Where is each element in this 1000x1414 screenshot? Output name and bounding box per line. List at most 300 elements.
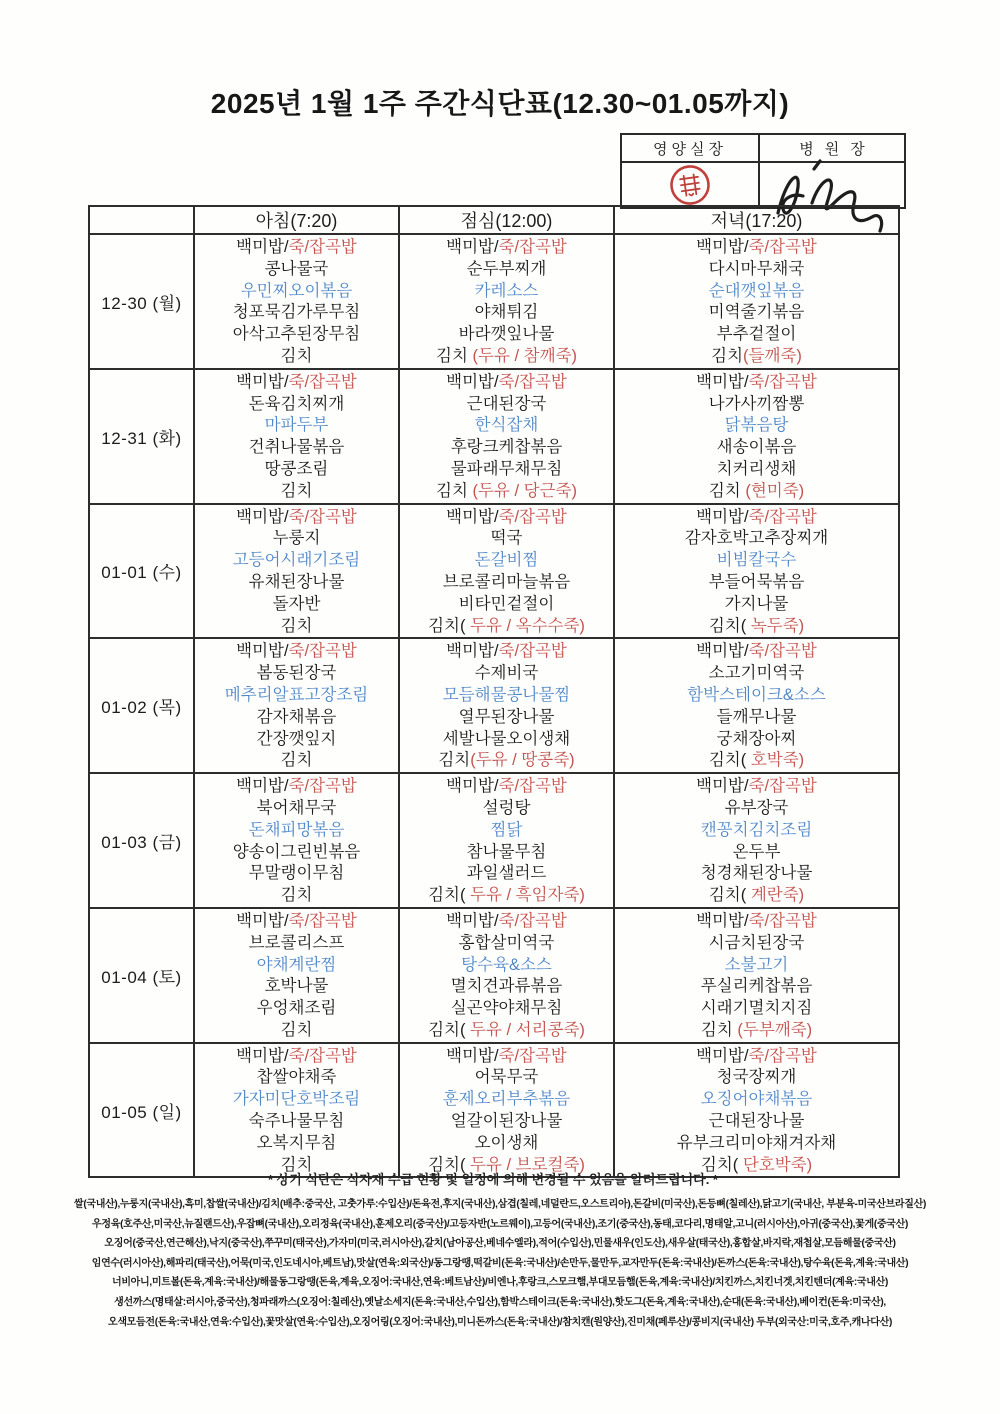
menu-item: 마파두부 xyxy=(264,416,329,435)
menu-item: 오복지무침 xyxy=(256,1133,337,1152)
menu-item: 감자채볶음 xyxy=(256,707,337,726)
meal-cell xyxy=(194,369,399,504)
menu-item: (두유 / 땅콩죽) xyxy=(470,751,575,770)
menu-line xyxy=(400,885,613,907)
menu-item: 백미밥/ xyxy=(696,507,749,526)
menu-line xyxy=(615,998,898,1020)
menu-item: 죽/잡곡밥 xyxy=(288,372,357,391)
menu-line xyxy=(615,820,898,842)
menu-item: 브로콜리스프 xyxy=(248,933,345,952)
menu-line xyxy=(195,372,398,394)
menu-item: 김치( xyxy=(708,751,747,770)
menu-item: 우엉채조림 xyxy=(256,999,337,1018)
menu-line xyxy=(400,259,613,281)
menu-item: 후랑크케찹볶음 xyxy=(450,438,563,457)
menu-item: 푸실리케찹볶음 xyxy=(700,977,813,996)
origin-line: 임연수(러시아산),해파리(태국산),어묵(미국,인도네시아,베트남),맛살(연육:외국산)/동그랑땡,떡갈비(돈육:국내산)/손만두,물만두,교자만두(돈육:국내산)/돈까스(돈육:국내산),탕수육(돈육,계육:국내산) xyxy=(91,1257,909,1269)
menu-line xyxy=(195,842,398,864)
menu-item: 백미밥/ xyxy=(236,372,289,391)
menu-item: 시래기멸치지짐 xyxy=(700,999,813,1018)
menu-item: 죽/잡곡밥 xyxy=(748,777,817,796)
menu-line xyxy=(195,641,398,663)
menu-line xyxy=(400,237,613,259)
day-label: 01-01 (수) xyxy=(89,504,194,639)
menu-line xyxy=(400,820,613,842)
menu-line xyxy=(615,911,898,933)
menu-item: 브로콜리마늘볶음 xyxy=(442,572,571,591)
menu-item: 야채튀김 xyxy=(474,303,539,322)
menu-item: 김치( xyxy=(428,1155,466,1174)
menu-item: 얼갈이된장나물 xyxy=(450,1112,563,1131)
menu-line xyxy=(400,729,613,751)
menu-item: 두유 / 옥수수죽) xyxy=(465,616,585,635)
menu-line xyxy=(195,572,398,594)
menu-line xyxy=(195,237,398,259)
menu-line xyxy=(195,976,398,998)
meal-cell xyxy=(399,369,614,504)
menu-line xyxy=(615,1046,898,1068)
menu-item: 수제비국 xyxy=(474,664,539,683)
menu-item: 백미밥/ xyxy=(696,911,749,930)
menu-line xyxy=(615,507,898,529)
menu-line xyxy=(400,1111,613,1133)
meal-cell xyxy=(399,773,614,908)
menu-item: 백미밥/ xyxy=(446,238,499,256)
meal-cell xyxy=(399,908,614,1043)
menu-line xyxy=(195,750,398,772)
menu-line xyxy=(615,885,898,907)
menu-line xyxy=(195,707,398,729)
menu-item: 다시마무채국 xyxy=(708,259,805,278)
approval-box xyxy=(620,133,906,209)
menu-item: 김치 xyxy=(280,481,313,500)
table-header-row xyxy=(89,206,899,234)
menu-line xyxy=(195,776,398,798)
meal-cell xyxy=(194,773,399,908)
menu-item: 오징어야채볶음 xyxy=(700,1090,813,1109)
day-label: 12-30 (월) xyxy=(89,234,194,369)
menu-line xyxy=(400,281,613,303)
approval-header-nutrition-chief: 영양실장 xyxy=(622,135,760,163)
menu-item: 유부장국 xyxy=(724,798,789,817)
menu-item: 백미밥/ xyxy=(696,642,749,661)
menu-item: 김치 xyxy=(280,1155,313,1174)
meal-cell xyxy=(399,234,614,369)
menu-line xyxy=(400,507,613,529)
day-header xyxy=(89,206,194,234)
meal-cell xyxy=(399,504,614,639)
menu-item: 백미밥/ xyxy=(696,238,749,256)
menu-item: 죽/잡곡밥 xyxy=(498,777,567,796)
menu-line xyxy=(615,372,898,394)
menu-line xyxy=(400,976,613,998)
menu-item: 김치 xyxy=(436,481,473,500)
menu-item: 김치 xyxy=(280,346,313,365)
table-row xyxy=(89,369,899,504)
menu-line xyxy=(615,437,898,459)
menu-item: 숙주나물무침 xyxy=(248,1112,345,1131)
menu-item: 죽/잡곡밥 xyxy=(288,507,357,526)
menu-line xyxy=(400,685,613,707)
origins-block xyxy=(24,1195,976,1332)
menu-item: 물파래무채무침 xyxy=(450,459,563,478)
menu-item: 죽/잡곡밥 xyxy=(288,1046,357,1065)
menu-item: 김치( xyxy=(700,1155,739,1174)
menu-line xyxy=(195,481,398,503)
menu-line xyxy=(400,572,613,594)
menu-item: (두유 / 참깨죽) xyxy=(472,346,577,365)
menu-item: 나가사끼짬뽕 xyxy=(708,394,805,413)
menu-line xyxy=(615,302,898,324)
menu-line xyxy=(195,1067,398,1089)
menu-item: 간장깻잎지 xyxy=(256,729,337,748)
menu-item: 가지나물 xyxy=(724,594,789,613)
menu-line xyxy=(615,863,898,885)
menu-item: 백미밥/ xyxy=(236,777,289,796)
menu-item: 백미밥/ xyxy=(446,642,499,661)
header-breakfast: 아침(7:20) xyxy=(194,206,399,234)
meal-cell xyxy=(399,638,614,773)
menu-item: 들깨무나물 xyxy=(716,707,797,726)
menu-item: 김치 xyxy=(436,346,473,365)
menu-item: 죽/잡곡밥 xyxy=(748,642,817,661)
menu-item: 돈채피망볶음 xyxy=(248,820,345,839)
menu-item: 과일샐러드 xyxy=(466,864,547,883)
day-label: 01-03 (금) xyxy=(89,773,194,908)
menu-line xyxy=(615,346,898,368)
menu-item: 참나물무침 xyxy=(466,842,547,861)
menu-item: 떡국 xyxy=(490,529,523,548)
menu-item: 바라깻잎나물 xyxy=(458,325,555,344)
menu-line xyxy=(195,729,398,751)
menu-line xyxy=(400,955,613,977)
menu-line xyxy=(400,550,613,572)
menu-line xyxy=(615,1067,898,1089)
menu-item: 죽/잡곡밥 xyxy=(498,642,567,661)
menu-line xyxy=(400,594,613,616)
menu-line xyxy=(195,259,398,281)
menu-line xyxy=(615,685,898,707)
menu-item: 녹두죽) xyxy=(746,616,805,635)
menu-line xyxy=(195,820,398,842)
menu-line xyxy=(195,594,398,616)
menu-item: 백미밥/ xyxy=(446,911,499,930)
menu-item: 돈갈비찜 xyxy=(474,551,539,570)
menu-line xyxy=(400,1133,613,1155)
menu-item: 백미밥/ xyxy=(696,777,749,796)
page-title: 2025년 1월 1주 주간식단표(12.30~01.05까지) xyxy=(210,88,790,119)
meal-cell xyxy=(614,773,899,908)
menu-line xyxy=(615,550,898,572)
menu-item: 김치 xyxy=(438,751,471,770)
menu-item: 청포묵김가루무침 xyxy=(232,303,361,322)
menu-line xyxy=(615,707,898,729)
menu-line xyxy=(615,729,898,751)
menu-line xyxy=(195,1046,398,1068)
menu-line xyxy=(615,394,898,416)
menu-line xyxy=(615,459,898,481)
menu-line xyxy=(195,1111,398,1133)
menu-item: 백미밥/ xyxy=(696,372,749,391)
menu-item: 우민찌오이볶음 xyxy=(240,281,353,300)
menu-item: 청국장찌개 xyxy=(716,1068,797,1087)
meal-cell xyxy=(194,234,399,369)
menu-line xyxy=(400,1067,613,1089)
menu-item: 비빔칼국수 xyxy=(716,551,797,570)
menu-line xyxy=(400,842,613,864)
menu-item: 김치( xyxy=(708,886,747,905)
menu-line xyxy=(400,863,613,885)
seal-stamp-icon xyxy=(665,160,715,210)
meal-cell xyxy=(614,908,899,1043)
menu-line xyxy=(195,281,398,303)
menu-item: 감자호박고추장찌개 xyxy=(684,529,829,548)
menu-item: 궁채장아찌 xyxy=(716,729,797,748)
menu-item: 죽/잡곡밥 xyxy=(498,911,567,930)
menu-line xyxy=(195,415,398,437)
menu-line xyxy=(615,776,898,798)
meal-cell xyxy=(194,504,399,639)
menu-item: 호박나물 xyxy=(264,977,329,996)
approval-header-hospital-director: 병원장 xyxy=(760,135,904,163)
menu-line xyxy=(400,346,613,368)
menu-line xyxy=(400,776,613,798)
menu-line xyxy=(400,394,613,416)
menu-item: 근대된장국 xyxy=(466,394,547,413)
table-row xyxy=(89,773,899,908)
menu-item: 부추겉절이 xyxy=(716,325,797,344)
menu-item: 백미밥/ xyxy=(236,1046,289,1065)
menu-item: 죽/잡곡밥 xyxy=(748,1046,817,1065)
menu-item: 설렁탕 xyxy=(482,798,531,817)
menu-item: 돌자반 xyxy=(272,594,321,613)
menu-item: 김치( xyxy=(428,886,466,905)
menu-line xyxy=(615,798,898,820)
origin-line: 생선까스(명태살:러시아,중국산),청파래까스(오징어:칠레산),옛날소세지(돈육:국내산,수입산),함박스테이크(돈육:국내산),핫도그(돈육,계육:국내산),순대(돈육:국내산),베이컨(돈육:미국산), xyxy=(114,1296,886,1308)
menu-item: 가자미단호박조림 xyxy=(232,1090,361,1109)
menu-item: 죽/잡곡밥 xyxy=(748,238,817,256)
menu-item: 김치 xyxy=(280,616,313,635)
table-row xyxy=(89,1043,899,1178)
menu-item: 죽/잡곡밥 xyxy=(498,1046,567,1065)
menu-item: 백미밥/ xyxy=(236,507,289,526)
menu-item: 메추리알표고장조림 xyxy=(224,685,369,704)
menu-item: 김치 xyxy=(708,481,746,500)
menu-item: 순두부찌개 xyxy=(466,259,547,278)
menu-item: 김치( xyxy=(708,616,747,635)
menu-item: 백미밥/ xyxy=(236,911,289,930)
menu-item: (두유 / 당근죽) xyxy=(472,481,577,500)
menu-line xyxy=(615,976,898,998)
menu-item: 찜닭 xyxy=(490,820,523,839)
menu-line xyxy=(615,415,898,437)
menu-item: 어묵무국 xyxy=(474,1068,539,1087)
menu-item: 건취나물볶음 xyxy=(248,438,345,457)
menu-line xyxy=(400,663,613,685)
menu-line xyxy=(615,616,898,638)
footnote: * 상기 식단은 식자재 수급 현황 및 일정에 의해 변경될 수 있음을 알려드립니다. * xyxy=(268,1172,718,1187)
menu-line xyxy=(195,1089,398,1111)
approval-cell-stamp xyxy=(622,163,760,207)
menu-line xyxy=(195,507,398,529)
menu-item: 죽/잡곡밥 xyxy=(288,911,357,930)
menu-item: 백미밥/ xyxy=(446,372,499,391)
menu-item: (두부깨죽) xyxy=(737,1020,813,1039)
day-label: 01-05 (일) xyxy=(89,1043,194,1178)
menu-line xyxy=(400,324,613,346)
menu-item: 온두부 xyxy=(732,842,781,861)
menu-line xyxy=(195,863,398,885)
menu-line xyxy=(400,1020,613,1042)
menu-line xyxy=(400,641,613,663)
menu-line xyxy=(195,911,398,933)
meal-cell xyxy=(614,369,899,504)
menu-item: 백미밥/ xyxy=(446,1046,499,1065)
menu-line xyxy=(195,528,398,550)
menu-item: 두유 / 브로컬죽) xyxy=(465,1155,585,1174)
menu-item: 두유 / 서리콩죽) xyxy=(465,1020,585,1039)
menu-item: 순대깻잎볶음 xyxy=(708,281,805,300)
menu-item: 비타민겉절이 xyxy=(458,594,555,613)
menu-item: 죽/잡곡밥 xyxy=(748,911,817,930)
menu-line xyxy=(615,237,898,259)
menu-item: 열무된장나물 xyxy=(458,707,555,726)
menu-item: 새송이볶음 xyxy=(716,438,797,457)
origin-line: 쌀(국내산),누룽지(국내산),흑미,찹쌀(국내산)/김치(배추:중국산, 고춧가루:수입산)/돈육전,후지(국내산),삼겹(칠레,네덜란드,오스트리아),돈갈비(미국산),돈등뼈(칠레산),닭고기(국내산, 부분육-미국산브라질산) xyxy=(73,1199,927,1210)
menu-line xyxy=(615,750,898,772)
menu-line xyxy=(615,259,898,281)
menu-item: 죽/잡곡밥 xyxy=(748,372,817,391)
menu-item: 함박스테이크&소스 xyxy=(687,685,826,704)
meal-cell xyxy=(194,1043,399,1178)
menu-item: (들깨죽) xyxy=(743,346,802,365)
menu-item: 닭볶음탕 xyxy=(724,416,789,435)
menu-item: 청경채된장나물 xyxy=(700,864,813,883)
menu-item: 홍합살미역국 xyxy=(458,933,555,952)
menu-line xyxy=(195,955,398,977)
menu-line xyxy=(195,685,398,707)
meal-cell xyxy=(614,1043,899,1178)
day-label: 01-04 (토) xyxy=(89,908,194,1043)
menu-item: (현미죽) xyxy=(745,481,805,500)
menu-item: 북어채무국 xyxy=(256,798,337,817)
meal-cell xyxy=(399,1043,614,1178)
menu-line xyxy=(615,528,898,550)
menu-item: 봄동된장국 xyxy=(256,664,337,683)
menu-table-body xyxy=(89,234,899,1177)
menu-line xyxy=(400,415,613,437)
menu-line xyxy=(195,616,398,638)
meal-cell xyxy=(614,638,899,773)
table-row xyxy=(89,504,899,639)
menu-line xyxy=(400,798,613,820)
menu-line xyxy=(400,459,613,481)
menu-item: 백미밥/ xyxy=(696,1046,749,1065)
menu-item: 백미밥/ xyxy=(446,777,499,796)
menu-item: 아삭고추된장무침 xyxy=(232,325,361,344)
menu-item: 백미밥/ xyxy=(236,238,289,256)
menu-item: 소불고기 xyxy=(724,955,789,974)
menu-item: 두유 / 흑임자죽) xyxy=(465,886,585,905)
menu-line xyxy=(615,955,898,977)
day-label: 01-02 (목) xyxy=(89,638,194,773)
menu-line xyxy=(400,528,613,550)
menu-line xyxy=(195,302,398,324)
meal-cell xyxy=(194,638,399,773)
menu-item: 김치( xyxy=(428,616,466,635)
menu-item: 부들어묵볶음 xyxy=(708,572,805,591)
menu-line xyxy=(615,594,898,616)
menu-item: 캔꽁치김치조림 xyxy=(700,820,813,839)
menu-item: 멸치견과류볶음 xyxy=(450,977,563,996)
menu-line xyxy=(615,572,898,594)
meal-cell xyxy=(614,504,899,639)
menu-item: 죽/잡곡밥 xyxy=(498,507,567,526)
menu-item: 모듬해물콩나물찜 xyxy=(442,685,571,704)
menu-line xyxy=(400,998,613,1020)
menu-line xyxy=(195,663,398,685)
header-lunch: 점심(12:00) xyxy=(399,206,614,234)
menu-item: 시금치된장국 xyxy=(708,933,805,952)
menu-line xyxy=(615,281,898,303)
menu-line xyxy=(615,1089,898,1111)
menu-line xyxy=(195,998,398,1020)
menu-line xyxy=(400,302,613,324)
menu-item: 야채계란찜 xyxy=(256,955,337,974)
menu-item: 죽/잡곡밥 xyxy=(748,507,817,526)
menu-line xyxy=(615,641,898,663)
menu-item: 소고기미역국 xyxy=(708,664,805,683)
menu-item: 카레소스 xyxy=(474,281,539,300)
menu-item: 죽/잡곡밥 xyxy=(498,372,567,391)
menu-item: 죽/잡곡밥 xyxy=(498,238,567,256)
menu-item: 김치 xyxy=(280,751,313,770)
menu-line xyxy=(615,1020,898,1042)
menu-item: 돈육김치찌개 xyxy=(248,394,345,413)
table-row xyxy=(89,234,899,369)
menu-item: 찹쌀야채죽 xyxy=(256,1068,337,1087)
menu-line xyxy=(195,437,398,459)
menu-line xyxy=(400,750,613,772)
menu-line xyxy=(400,707,613,729)
menu-table xyxy=(88,205,900,1178)
menu-line xyxy=(400,481,613,503)
menu-item: 죽/잡곡밥 xyxy=(288,777,357,796)
menu-item: 유채된장나물 xyxy=(248,572,345,591)
menu-line xyxy=(400,933,613,955)
menu-line xyxy=(195,459,398,481)
menu-item: 유부크리미야채겨자채 xyxy=(676,1133,837,1152)
menu-line xyxy=(400,1046,613,1068)
menu-line xyxy=(195,933,398,955)
menu-line xyxy=(615,324,898,346)
menu-item: 탕수육&소스 xyxy=(461,955,552,974)
menu-line xyxy=(400,437,613,459)
approval-cell-signature xyxy=(760,163,904,207)
table-row xyxy=(89,908,899,1043)
menu-line xyxy=(615,1133,898,1155)
menu-line xyxy=(195,324,398,346)
origin-line: 오색모듬전(돈육:국내산,연육:수입산),꽃맛살(연육:수입산),오징어링(오징어:국내산),미니돈까스(돈육:국내산)/참치캔(원양산),진미채(페루산)/콩비지(국내산) 두부(외국산:미국,호주,캐나다산) xyxy=(107,1316,893,1328)
menu-line xyxy=(615,1111,898,1133)
menu-item: 백미밥/ xyxy=(236,642,289,661)
menu-item: 죽/잡곡밥 xyxy=(288,238,357,256)
menu-item: 계란죽) xyxy=(746,886,805,905)
menu-item: 한식잡채 xyxy=(474,416,539,435)
menu-item: 김치 xyxy=(280,886,313,905)
origin-line: 오징어(중국산,연근해산),낙지(중국산),쭈꾸미(태국산),가자미(미국,러시아산),갈치(남아공산,베네수엘라),적어(수입산),민물새우(인도산),새우살(태국산),홍합살,바지락,재첩살,모듬해물(중국산) xyxy=(104,1238,896,1250)
menu-line xyxy=(195,1020,398,1042)
